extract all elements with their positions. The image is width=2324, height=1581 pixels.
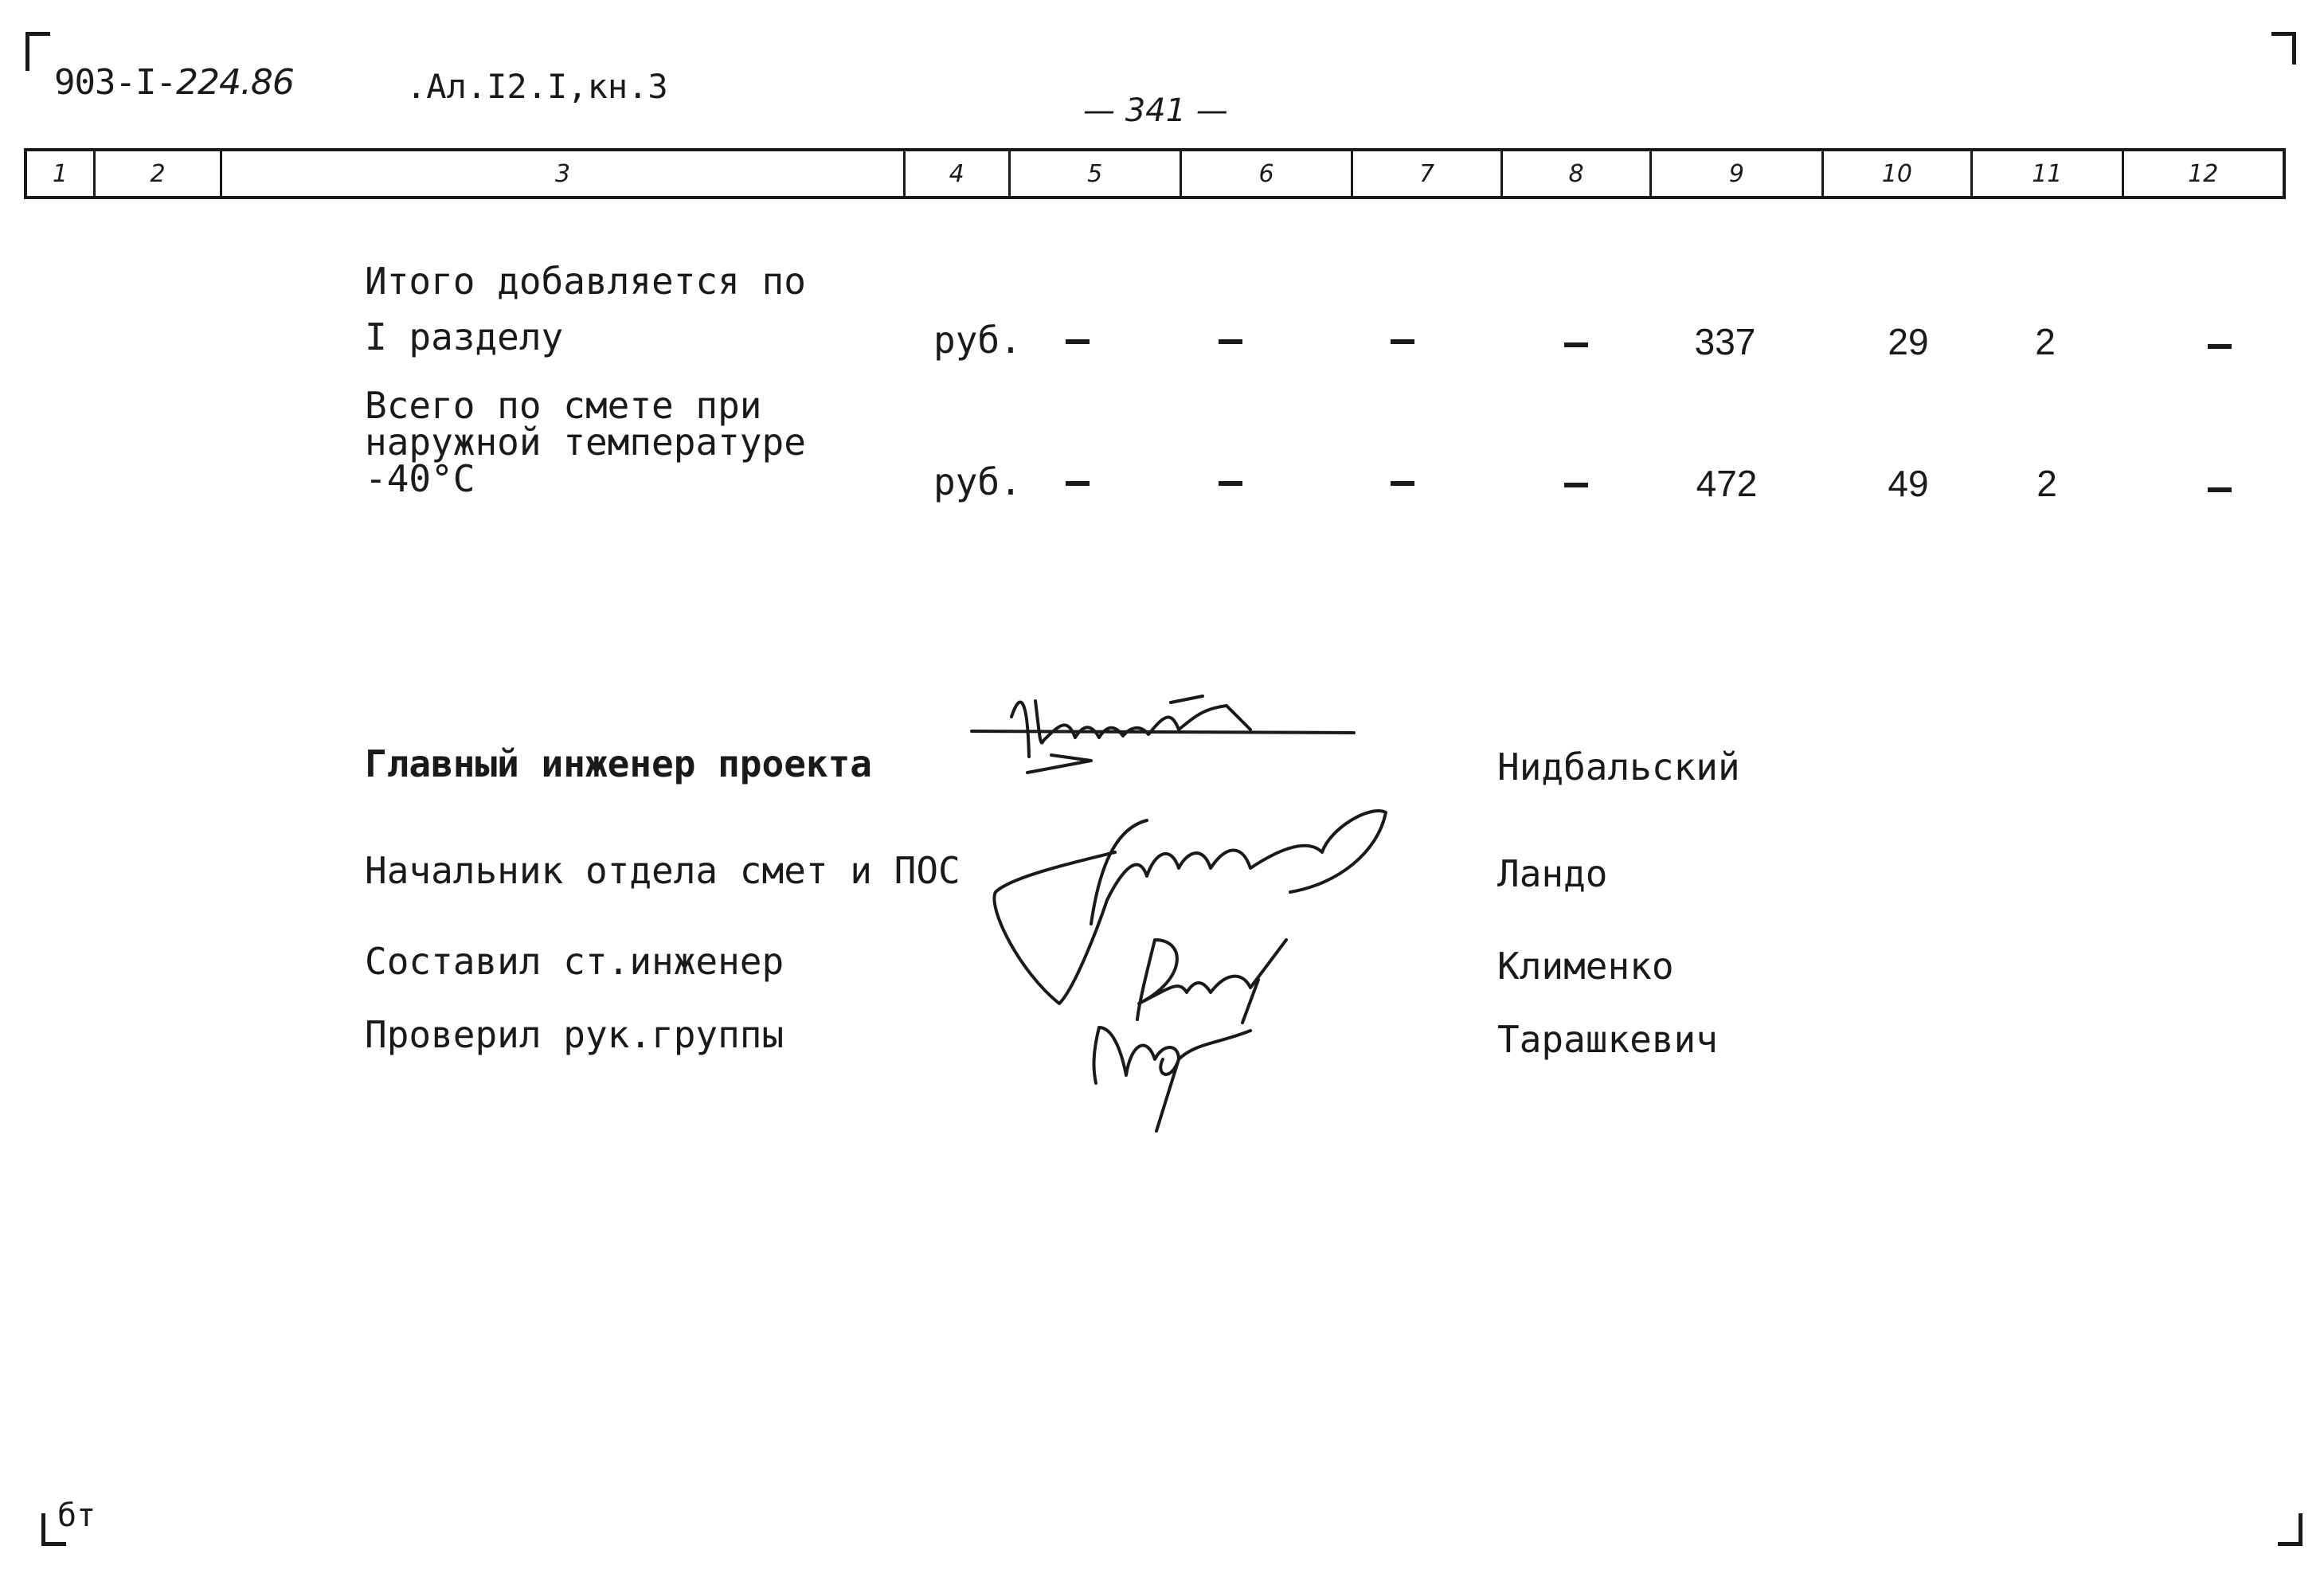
corner-mark-bottom-right — [2278, 1513, 2302, 1546]
column-header-5: 5 — [1011, 151, 1182, 196]
signatory-name: Тарашкевич — [1497, 1018, 1718, 1061]
row-unit: руб. — [933, 319, 1022, 362]
document-reference: .Ал.I2.I,кн.3 — [406, 67, 668, 106]
dash-c7 — [1391, 481, 1414, 486]
signatory-title: Главный инженер проекта — [365, 742, 872, 785]
column-header-row — [24, 148, 2286, 199]
column-header-11: 11 — [1973, 151, 2123, 196]
signature-group-leader — [1083, 996, 1266, 1139]
column-header-2: 2 — [96, 151, 223, 196]
dash-c5 — [1066, 339, 1090, 344]
signatory-title: Проверил рук.группы — [365, 1013, 784, 1056]
dash-c7 — [1391, 339, 1414, 344]
column-header-9: 9 — [1652, 151, 1823, 196]
corner-mark-top-left — [25, 32, 50, 71]
dash-c12 — [2208, 487, 2232, 492]
dash-c8 — [1564, 342, 1588, 347]
corner-mark-top-right — [2271, 32, 2296, 65]
row-label-line: Всего по смете при — [365, 384, 762, 427]
dash-c5 — [1066, 481, 1090, 486]
row-label-line: наружной температуре — [365, 421, 806, 464]
document-code — [54, 62, 294, 103]
signatory-title: Составил ст.инженер — [365, 940, 784, 983]
page-number: — 341 — — [1083, 92, 1228, 129]
signatory-name: Ландо — [1497, 852, 1608, 895]
signatory-title: Начальник отдела смет и ПОС — [365, 849, 961, 892]
column-header-8: 8 — [1503, 151, 1652, 196]
sheet-mark: бт — [57, 1497, 96, 1534]
signatory-name: Клименко — [1497, 945, 1674, 988]
dash-c8 — [1564, 483, 1588, 487]
value-c9: 472 — [1696, 463, 1758, 504]
value-c10: 29 — [1888, 321, 1929, 362]
column-header-6: 6 — [1182, 151, 1353, 196]
document-code-handwritten: 224.86 — [175, 62, 294, 103]
column-header-1: 1 — [27, 151, 96, 196]
signatory-name: Нидбальский — [1497, 745, 1740, 789]
column-header-4: 4 — [906, 151, 1011, 196]
row-label-line: I разделу — [365, 315, 564, 358]
column-header-10: 10 — [1824, 151, 1973, 196]
column-header-7: 7 — [1353, 151, 1502, 196]
signature-chief-engineer — [964, 685, 1362, 789]
row-unit: руб. — [933, 460, 1022, 503]
dash-c6 — [1219, 339, 1242, 344]
dash-c12 — [2208, 344, 2232, 349]
value-c11: 2 — [2036, 463, 2057, 504]
column-header-12: 12 — [2188, 159, 2219, 188]
dash-c6 — [1219, 481, 1242, 486]
row-label-line: Итого добавляется по — [365, 260, 806, 303]
column-header-3: 3 — [222, 151, 906, 196]
value-c11: 2 — [2035, 321, 2056, 362]
value-c9: 337 — [1694, 321, 1756, 362]
row-label-line: -40°С — [365, 457, 475, 500]
value-c10: 49 — [1888, 463, 1929, 504]
document-code-prefix: 903-I- — [54, 62, 176, 103]
